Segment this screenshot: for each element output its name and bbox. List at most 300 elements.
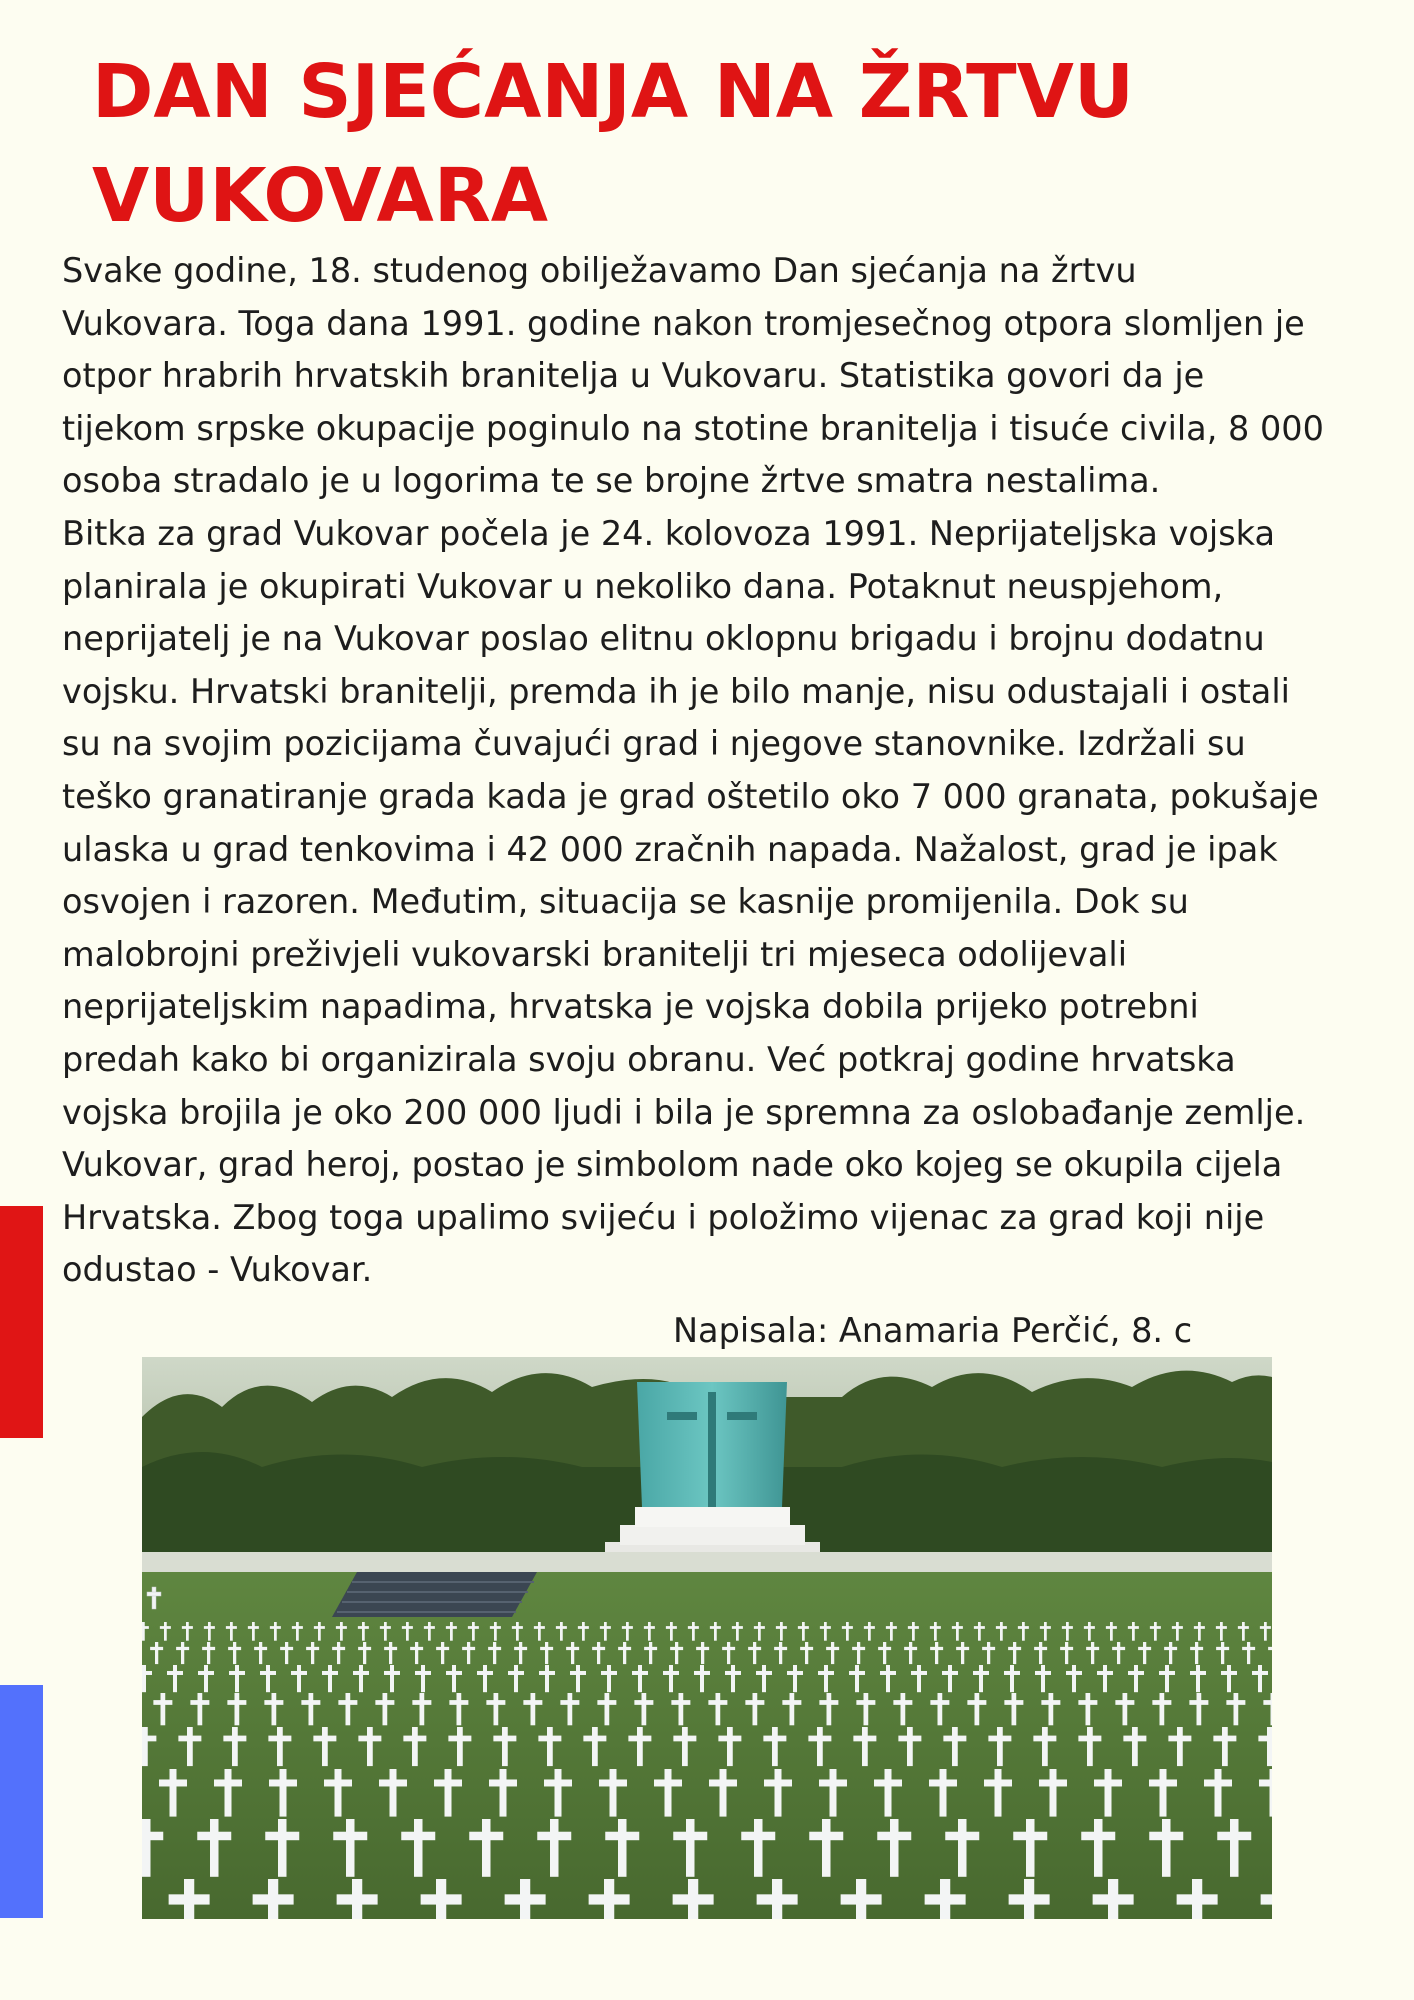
grave-cross xyxy=(318,1622,321,1641)
grave-cross xyxy=(367,1727,373,1766)
grave-cross-arm xyxy=(732,1626,743,1629)
grave-cross xyxy=(155,1642,158,1664)
grave-cross xyxy=(568,1693,573,1725)
grave-cross-arm xyxy=(1168,1736,1191,1742)
grave-cross xyxy=(824,1622,827,1641)
grave-cross-arm xyxy=(878,1647,891,1650)
grave-cross xyxy=(670,1622,673,1641)
grave-cross-arm xyxy=(578,1626,589,1629)
grave-cross xyxy=(975,1693,980,1725)
grave-cross-arm xyxy=(886,1626,897,1629)
grave-cross xyxy=(545,1642,548,1664)
grave-cross-arm xyxy=(1004,1700,1023,1705)
grave-cross-arm xyxy=(1268,1647,1272,1650)
grave-cross xyxy=(571,1642,574,1664)
grave-cross-arm xyxy=(150,1647,163,1650)
grave-cross xyxy=(142,1665,146,1692)
grave-cross-arm xyxy=(1194,1626,1205,1629)
grave-cross xyxy=(1050,1769,1057,1817)
grave-cross xyxy=(383,1693,388,1725)
grave-cross-arm xyxy=(197,1832,231,1841)
grave-cross-arm xyxy=(1216,1626,1227,1629)
grave-cross-arm xyxy=(671,1700,690,1705)
grave-cross-arm xyxy=(930,1626,941,1629)
grave-cross-arm xyxy=(849,1671,865,1675)
grave-cross-arm xyxy=(560,1700,579,1705)
grave-cross xyxy=(714,1622,717,1641)
grave-cross-arm xyxy=(996,1626,1007,1629)
grave-cross-arm xyxy=(332,1647,345,1650)
grave-cross xyxy=(731,1665,735,1692)
grave-cross xyxy=(1165,1665,1169,1692)
grave-cross xyxy=(682,1727,688,1766)
grave-cross xyxy=(987,1642,990,1664)
grave-cross-arm xyxy=(673,1832,707,1841)
grave-cross-arm xyxy=(539,1671,555,1675)
grave-cross xyxy=(483,1665,487,1692)
grave-cross-arm xyxy=(756,1671,772,1675)
grave-cross xyxy=(762,1665,766,1692)
grave-cross-arm xyxy=(874,1779,902,1786)
grave-cross xyxy=(1160,1693,1165,1725)
grave-cross xyxy=(952,1727,958,1766)
grave-cross-arm xyxy=(1216,1647,1229,1650)
grave-cross xyxy=(142,1727,148,1766)
grave-cross xyxy=(235,1693,240,1725)
grave-cross xyxy=(472,1622,475,1641)
grave-cross-arm xyxy=(379,1779,407,1786)
grave-cross-arm xyxy=(226,1626,237,1629)
grave-cross xyxy=(545,1665,549,1692)
grave-cross xyxy=(883,1642,886,1664)
grave-cross xyxy=(940,1769,947,1817)
grave-cross-arm xyxy=(469,1832,503,1841)
grave-cross xyxy=(441,1642,444,1664)
grave-cross-arm xyxy=(634,1700,653,1705)
grave-cross xyxy=(421,1665,425,1692)
grave-cross-arm xyxy=(893,1700,912,1705)
grave-cross xyxy=(467,1642,470,1664)
grave-cross-arm xyxy=(462,1647,475,1650)
grave-cross xyxy=(204,1665,208,1692)
grave-cross-arm xyxy=(490,1626,501,1629)
grave-cross xyxy=(948,1665,952,1692)
grave-cross-arm xyxy=(254,1647,267,1650)
grave-cross-arm xyxy=(169,1894,210,1904)
grave-cross xyxy=(502,1727,508,1766)
grave-cross xyxy=(1012,1693,1017,1725)
grave-cross xyxy=(1215,1769,1222,1817)
grave-cross xyxy=(1220,1622,1223,1641)
grave-cross xyxy=(727,1727,733,1766)
grave-cross-arm xyxy=(967,1700,986,1705)
grave-cross xyxy=(1010,1665,1014,1692)
grave-cross xyxy=(648,1622,651,1641)
grave-cross-arm xyxy=(142,1671,152,1675)
grave-cross-arm xyxy=(223,1736,246,1742)
grave-cross-arm xyxy=(142,1832,163,1841)
grave-cross-arm xyxy=(306,1647,319,1650)
grave-cross-arm xyxy=(589,1894,630,1904)
grave-cross xyxy=(675,1642,678,1664)
grave-cross-arm xyxy=(1149,1832,1183,1841)
grave-cross-arm xyxy=(898,1736,921,1742)
grave-cross xyxy=(1195,1642,1198,1664)
grave-cross-arm xyxy=(1093,1894,1134,1904)
grave-cross-arm xyxy=(1128,1626,1139,1629)
grave-cross-arm xyxy=(908,1626,919,1629)
grave-cross-arm xyxy=(1152,1700,1171,1705)
grave-cross-arm xyxy=(644,1626,655,1629)
grave-cross xyxy=(827,1693,832,1725)
grave-cross-arm xyxy=(710,1626,721,1629)
grave-cross xyxy=(824,1665,828,1692)
grave-cross xyxy=(297,1665,301,1692)
grave-cross xyxy=(802,1622,805,1641)
grave-cross-arm xyxy=(514,1647,527,1650)
grave-cross-arm xyxy=(1238,1626,1249,1629)
grave-cross xyxy=(780,1622,783,1641)
grave-cross-arm xyxy=(911,1671,927,1675)
grave-cross-arm xyxy=(1004,1671,1020,1675)
grave-cross-arm xyxy=(956,1647,969,1650)
grave-cross-arm xyxy=(1115,1700,1134,1705)
grave-cross xyxy=(618,1819,627,1877)
grave-cross-arm xyxy=(1204,1779,1232,1786)
grave-cross xyxy=(173,1665,177,1692)
grave-cross-arm xyxy=(269,1779,297,1786)
grave-cross xyxy=(428,1622,431,1641)
grave-cross-arm xyxy=(819,1779,847,1786)
grave-cross-arm xyxy=(774,1647,787,1650)
grave-cross xyxy=(390,1769,397,1817)
grave-cross-arm xyxy=(1009,1894,1050,1904)
grave-cross-arm xyxy=(1261,1894,1272,1904)
grave-cross xyxy=(309,1693,314,1725)
grave-cross xyxy=(692,1622,695,1641)
grave-cross xyxy=(978,1622,981,1641)
grave-cross xyxy=(901,1693,906,1725)
grave-cross-arm xyxy=(449,1700,468,1705)
grave-cross xyxy=(700,1665,704,1692)
grave-cross-arm xyxy=(291,1671,307,1675)
grave-cross xyxy=(607,1665,611,1692)
grave-cross-arm xyxy=(1013,1832,1047,1841)
grave-cross xyxy=(1086,1693,1091,1725)
grave-cross xyxy=(605,1693,610,1725)
grave-cross-arm xyxy=(322,1671,338,1675)
grave-cross-arm xyxy=(1078,1736,1101,1742)
grave-cross-arm xyxy=(1172,1626,1183,1629)
grave-cross xyxy=(1103,1665,1107,1692)
grave-cross xyxy=(285,1642,288,1664)
grave-cross-arm xyxy=(622,1626,633,1629)
grave-cross-arm xyxy=(1081,1832,1115,1841)
grave-cross xyxy=(775,1769,782,1817)
grave-cross-arm xyxy=(198,1671,214,1675)
grave-cross xyxy=(384,1622,387,1641)
grave-cross xyxy=(514,1665,518,1692)
grave-cross-arm xyxy=(819,1700,838,1705)
grave-cross xyxy=(1271,1693,1273,1725)
grave-cross-arm xyxy=(782,1700,801,1705)
grave-cross xyxy=(623,1642,626,1664)
grave-cross-arm xyxy=(1035,1671,1051,1675)
grave-cross-arm xyxy=(493,1736,516,1742)
grave-cross-arm xyxy=(930,1700,949,1705)
grave-cross xyxy=(170,1769,177,1817)
grave-cross-arm xyxy=(696,1647,709,1650)
grave-cross-arm xyxy=(358,1626,369,1629)
grave-cross-arm xyxy=(214,1779,242,1786)
grave-cross-arm xyxy=(534,1626,545,1629)
grave-cross-arm xyxy=(628,1736,651,1742)
grave-cross-arm xyxy=(412,1700,431,1705)
grave-cross-arm xyxy=(1150,1626,1161,1629)
grave-cross xyxy=(686,1819,695,1877)
grave-cross xyxy=(233,1642,236,1664)
grave-cross xyxy=(1134,1665,1138,1692)
grave-cross-arm xyxy=(800,1647,813,1650)
grave-cross-arm xyxy=(632,1671,648,1675)
grave-cross xyxy=(335,1769,342,1817)
grave-cross-arm xyxy=(1177,1894,1218,1904)
grave-cross xyxy=(855,1665,859,1692)
grave-cross xyxy=(210,1819,219,1877)
grave-cross-arm xyxy=(1164,1647,1177,1650)
grave-cross xyxy=(1162,1819,1171,1877)
grave-cross xyxy=(1196,1665,1200,1692)
grave-cross-arm xyxy=(402,1626,413,1629)
grave-cross-arm xyxy=(512,1626,523,1629)
grave-cross xyxy=(1065,1642,1068,1664)
grave-cross-arm xyxy=(160,1626,171,1629)
grave-cross xyxy=(1087,1727,1093,1766)
grave-cross xyxy=(207,1642,210,1664)
grave-cross xyxy=(1117,1642,1120,1664)
grave-cross xyxy=(1066,1622,1069,1641)
grave-cross-arm xyxy=(384,1647,397,1650)
grave-cross xyxy=(890,1819,899,1877)
grave-cross-arm xyxy=(1018,1626,1029,1629)
grave-cross xyxy=(1258,1665,1262,1692)
grave-cross xyxy=(390,1665,394,1692)
grave-cross-arm xyxy=(808,1736,831,1742)
grave-cross xyxy=(186,1622,189,1641)
grave-cross-arm xyxy=(1106,1626,1117,1629)
grave-cross xyxy=(1264,1622,1267,1641)
grave-cross xyxy=(278,1819,287,1877)
grave-cross xyxy=(790,1693,795,1725)
grave-cross xyxy=(772,1727,778,1766)
grave-cross xyxy=(886,1665,890,1692)
grave-cross-arm xyxy=(599,1779,627,1786)
grave-cross xyxy=(452,1665,456,1692)
grave-cross xyxy=(857,1642,860,1664)
grave-cross xyxy=(576,1665,580,1692)
grave-cross-arm xyxy=(853,1736,876,1742)
grave-cross xyxy=(1176,1622,1179,1641)
grave-cross-arm xyxy=(538,1736,561,1742)
grave-cross-arm xyxy=(880,1671,896,1675)
grave-cross-arm xyxy=(153,1700,172,1705)
grave-cross-arm xyxy=(654,1779,682,1786)
grave-cross xyxy=(610,1769,617,1817)
grave-cross xyxy=(560,1622,563,1641)
grave-cross-arm xyxy=(1258,1736,1272,1742)
grave-cross xyxy=(736,1622,739,1641)
grave-cross xyxy=(592,1727,598,1766)
grave-cross-arm xyxy=(818,1671,834,1675)
grave-cross xyxy=(1270,1769,1273,1817)
grave-cross-arm xyxy=(597,1700,616,1705)
grave-cross xyxy=(817,1727,823,1766)
grave-cross-arm xyxy=(663,1671,679,1675)
grave-cross-arm xyxy=(523,1700,542,1705)
grave-cross-arm xyxy=(745,1700,764,1705)
grave-cross-arm xyxy=(410,1647,423,1650)
grave-cross xyxy=(642,1693,647,1725)
grave-cross xyxy=(830,1769,837,1817)
grave-cross xyxy=(1041,1665,1045,1692)
grave-cross xyxy=(296,1622,299,1641)
grave-cross xyxy=(547,1727,553,1766)
grave-cross-arm xyxy=(434,1779,462,1786)
grave-cross-arm xyxy=(421,1894,462,1904)
grave-cross xyxy=(450,1622,453,1641)
grave-cross xyxy=(1197,1693,1202,1725)
blue-accent-bar xyxy=(0,1685,43,1918)
grave-cross-arm xyxy=(877,1832,911,1841)
grave-cross xyxy=(225,1769,232,1817)
grave-cross-arm xyxy=(688,1626,699,1629)
grave-cross-arm xyxy=(167,1671,183,1675)
grave-cross xyxy=(1110,1622,1113,1641)
grave-cross xyxy=(958,1819,967,1877)
grave-cross xyxy=(846,1622,849,1641)
grave-cross xyxy=(311,1642,314,1664)
grave-cross-arm xyxy=(583,1736,606,1742)
grave-cross xyxy=(164,1622,167,1641)
grave-cross xyxy=(1177,1727,1183,1766)
grave-cross-arm xyxy=(670,1647,683,1650)
grave-cross-arm xyxy=(248,1626,259,1629)
grave-cross-arm xyxy=(1221,1671,1237,1675)
grave-cross xyxy=(550,1819,559,1877)
grave-cross-arm xyxy=(600,1626,611,1629)
grave-cross xyxy=(1049,1693,1054,1725)
grave-cross-arm xyxy=(1094,1779,1122,1786)
grave-cross-arm xyxy=(605,1832,639,1841)
grave-cross-arm xyxy=(1260,1626,1271,1629)
grave-cross xyxy=(363,1642,366,1664)
grave-cross-arm xyxy=(358,1647,371,1650)
grave-cross-arm xyxy=(1190,1671,1206,1675)
grave-cross xyxy=(328,1665,332,1692)
grave-cross xyxy=(494,1693,499,1725)
grave-cross-arm xyxy=(358,1736,381,1742)
grave-cross xyxy=(1088,1622,1091,1641)
grave-cross-arm xyxy=(446,1671,462,1675)
grave-cross-arm xyxy=(1062,1626,1073,1629)
grave-cross xyxy=(1022,1622,1025,1641)
grave-cross-arm xyxy=(544,1779,572,1786)
grave-cross xyxy=(1143,1642,1146,1664)
grave-cross-arm xyxy=(763,1736,786,1742)
grave-cross-arm xyxy=(666,1626,677,1629)
grave-cross xyxy=(917,1665,921,1692)
grave-cross-arm xyxy=(505,1894,546,1904)
grave-cross-arm xyxy=(142,1736,156,1742)
grave-cross-arm xyxy=(415,1671,431,1675)
grave-cross-arm xyxy=(741,1832,775,1841)
grave-cross xyxy=(1198,1622,1201,1641)
grave-cross xyxy=(1123,1693,1128,1725)
grave-cross xyxy=(582,1622,585,1641)
grave-cross-arm xyxy=(253,1894,294,1904)
grave-cross xyxy=(1154,1622,1157,1641)
grave-cross xyxy=(337,1642,340,1664)
article-body: Svake godine, 18. studenog obilježavamo Dan sjećanja na žrtvu Vukovara. Toga dana 1991. godine nakon tromjesečnog otpora slomljen je otpor hrabrih hrvatskih branitelja u Vukovaru. Statistika govori da je tijekom srpske okupacije poginulo na stotine branitelja i tisuće civila, 8 000 osoba stradalo je u logorima te se brojne žrtve smatra nestalima. Bitka za grad Vukovar počela je 24. kolovoza 1991. Neprijateljska vojska planirala je okupirati Vukovar u nekoliko dana. Potaknut neuspjehom, neprijatelj je na Vukovar poslao elitnu oklopnu brigadu i brojnu dodatnu vojsku. Hrvatski branitelji, premda ih je bilo manje, nisu odustajali i ostali su na svojim pozicijama čuvajući grad i njegove stanovnike. Izdržali su teško granatiranje grada kada je grad oštetilo oko 7 000 granata, pokušaje ulaska u grad tenkovima i 42 000 zračnih napada. Nažalost, grad je ipak osvojen i razoren. Međutim, situacija se kasnije promijenila. Dok su malobrojni preživjeli vukovarski branitelji tri mjeseca odolijevali neprijateljskim napadima, hrvatska je vojska dobila prijeko potrebni predah kako bi organizirala svoju obranu. Već potkraj godine hrvatska vojska brojila je oko 200 000 ljudi i bila je spremna za oslobađanje zemlje. Vukovar, grad heroj, postao je simbolom nade oko kojeg se okupila cijela Hrvatska. Zbog toga upalimo svijeću i položimo vijenac za grad koji nije odustao - Vukovar. xyxy=(62,251,1324,1290)
grave-cross-arm xyxy=(508,1671,524,1675)
grave-cross xyxy=(831,1642,834,1664)
grave-cross-arm xyxy=(190,1700,209,1705)
grave-cross-arm xyxy=(540,1647,553,1650)
grave-cross xyxy=(1091,1642,1094,1664)
grave-cross-arm xyxy=(757,1894,798,1904)
grave-cross xyxy=(626,1622,629,1641)
grave-cross-arm xyxy=(841,1894,882,1904)
grave-cross-arm xyxy=(176,1647,189,1650)
grave-cross-arm xyxy=(556,1626,567,1629)
grave-cross xyxy=(1222,1727,1228,1766)
memorial-cemetery-photo xyxy=(142,1357,1272,1919)
grave-cross-arm xyxy=(353,1671,369,1675)
grave-cross-arm xyxy=(489,1779,517,1786)
grave-cross-arm xyxy=(925,1894,966,1904)
grave-cross-arm xyxy=(477,1671,493,1675)
grave-cross xyxy=(890,1622,893,1641)
grave-cross-arm xyxy=(1128,1671,1144,1675)
grave-cross xyxy=(1072,1665,1076,1692)
grave-cross xyxy=(649,1642,652,1664)
grave-cross-arm xyxy=(1149,1779,1177,1786)
grave-cross-arm xyxy=(709,1779,737,1786)
grave-cross xyxy=(538,1622,541,1641)
grave-cross-arm xyxy=(673,1894,714,1904)
grave-cross xyxy=(961,1642,964,1664)
grave-cross-arm xyxy=(229,1671,245,1675)
grave-cross xyxy=(414,1819,423,1877)
grave-cross-arm xyxy=(314,1626,325,1629)
grave-cross xyxy=(665,1769,672,1817)
grave-cross xyxy=(979,1665,983,1692)
grave-cross-arm xyxy=(436,1647,449,1650)
grave-cross-arm xyxy=(748,1647,761,1650)
grave-cross-arm xyxy=(820,1626,831,1629)
grave-cross xyxy=(805,1642,808,1664)
grave-cross-arm xyxy=(227,1700,246,1705)
grave-cross-arm xyxy=(384,1671,400,1675)
grave-cross xyxy=(1267,1727,1272,1766)
grave-cross xyxy=(716,1693,721,1725)
grave-cross-arm xyxy=(725,1671,741,1675)
grave-cross-arm xyxy=(313,1736,336,1742)
grave-cross-arm xyxy=(260,1671,276,1675)
grave-cross-arm xyxy=(1097,1671,1113,1675)
grave-cross xyxy=(359,1665,363,1692)
grave-cross xyxy=(1013,1642,1016,1664)
